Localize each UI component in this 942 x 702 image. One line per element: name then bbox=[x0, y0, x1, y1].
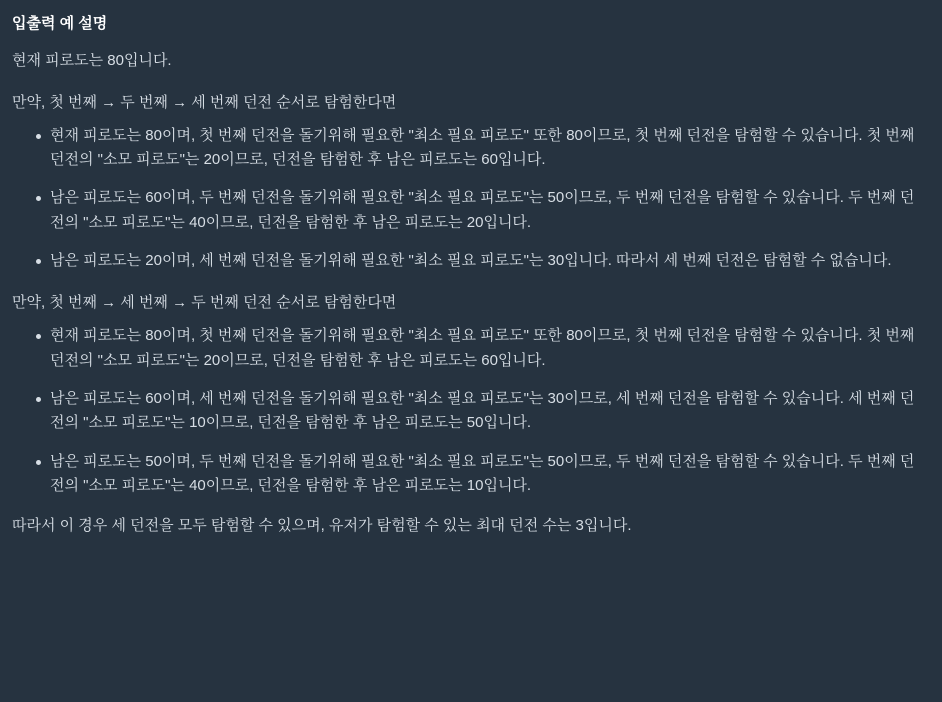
case2-heading: 만약, 첫 번째 → 세 번째 → 두 번째 던전 순서로 탐험한다면 bbox=[12, 294, 397, 312]
conclusion-paragraph: 따라서 이 경우 세 던전을 모두 탐험할 수 있으며, 유저가 탐험할 수 있는 최대 던전 수는 3입니다. bbox=[12, 517, 632, 535]
list-item: 남은 피로도는 20이며, 세 번째 던전을 돌기위해 필요한 "최소 필요 피로도"는 30입니다. 따라서 세 번째 던전은 탐험할 수 없습니다. bbox=[10, 249, 928, 273]
list-item: 현재 피로도는 80이며, 첫 번째 던전을 돌기위해 필요한 "최소 필요 피로도" 또한 80이므로, 첫 번째 던전을 탐험할 수 있습니다. 첫 번째 던전의 "소모 피로도"는 20이므로, 던전을 탐험한 후 남은 피로도는 60입니다. bbox=[10, 324, 928, 373]
case1-heading: 만약, 첫 번째 → 두 번째 → 세 번째 던전 순서로 탐험한다면 bbox=[12, 93, 397, 111]
list-item: 남은 피로도는 60이며, 세 번째 던전을 돌기위해 필요한 "최소 필요 피로도"는 30이므로, 세 번째 던전을 탐험할 수 있습니다. 세 번째 던전의 "소모 피로도"는 10이므로, 던전을 탐험한 후 남은 피로도는 50입니다. bbox=[10, 387, 928, 436]
intro-paragraph: 현재 피로도는 80입니다. bbox=[12, 52, 172, 70]
list-item: 남은 피로도는 50이며, 두 번째 던전을 돌기위해 필요한 "최소 필요 피로도"는 50이므로, 두 번째 던전을 탐험할 수 있습니다. 두 번째 던전의 "소모 피로도"는 40이므로, 던전을 탐험한 후 남은 피로도는 10입니다. bbox=[10, 450, 928, 499]
list-item: 현재 피로도는 80이며, 첫 번째 던전을 돌기위해 필요한 "최소 필요 피로도" 또한 80이므로, 첫 번째 던전을 탐험할 수 있습니다. 첫 번째 던전의 "소모 피로도"는 20이므로, 던전을 탐험한 후 남은 피로도는 60입니다. bbox=[10, 124, 928, 173]
case1-step-list bbox=[10, 124, 928, 273]
list-item: 남은 피로도는 60이며, 두 번째 던전을 돌기위해 필요한 "최소 필요 피로도"는 50이므로, 두 번째 던전을 탐험할 수 있습니다. 두 번째 던전의 "소모 피로도"는 40이므로, 던전을 탐험한 후 남은 피로도는 20입니다. bbox=[10, 186, 928, 235]
page-title: 입출력 예 설명 bbox=[12, 15, 108, 32]
case2-step-list bbox=[10, 324, 928, 498]
